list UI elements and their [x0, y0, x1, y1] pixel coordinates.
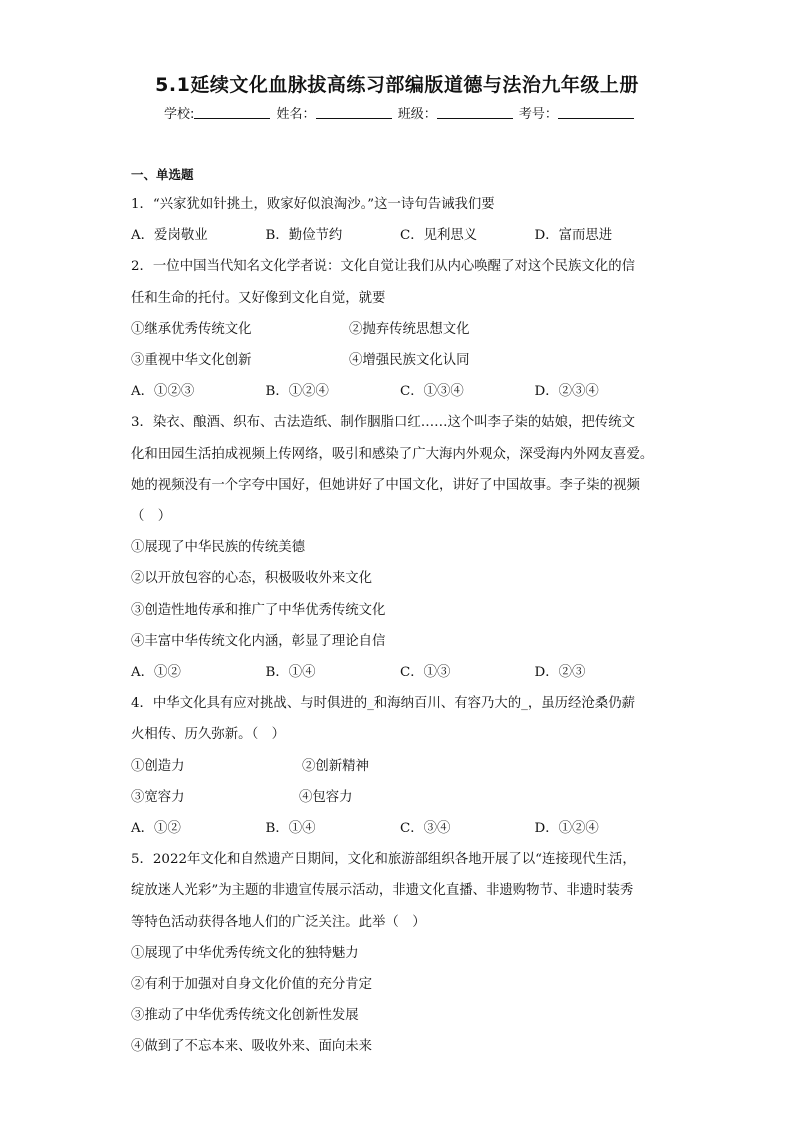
- choice-d: D．②③: [534, 665, 586, 681]
- choice-a: A．爱岗敬业: [131, 228, 208, 244]
- statement: ③推动了中华优秀传统文化创新性发展: [131, 1008, 359, 1024]
- question-3-choices: [131, 657, 669, 688]
- class-label: 班级：: [397, 107, 437, 122]
- choice-d: D．富而思进: [534, 228, 613, 244]
- page-title: 5.1延续文化血脉拔高练习部编版道德与法治九年级上册: [155, 74, 639, 96]
- choice-d: D．②③④: [534, 384, 599, 400]
- question-3-stem: 化和田园生活拍成视频上传网络，吸引和感染了广大海内外观众，深受海内外网友喜爱。: [131, 446, 654, 462]
- choice-b: B．①④: [265, 821, 316, 837]
- statement: ①继承优秀传统文化: [131, 321, 252, 337]
- statement: ③创造性地传承和推广了中华优秀传统文化: [131, 602, 386, 618]
- question-1-choices: [131, 220, 669, 251]
- statement: ②创新精神: [302, 758, 369, 774]
- statement: ②抛弃传统思想文化: [349, 321, 470, 337]
- choice-a: A．①②: [131, 821, 181, 837]
- choice-c: C．见利思义: [400, 228, 478, 244]
- school-blank: [194, 106, 270, 119]
- question-4-statements: [131, 751, 669, 782]
- question-5-stem: 等特色活动获得各地人们的广泛关注。此举（ ）: [131, 914, 426, 930]
- choice-b: B．勤俭节约: [265, 228, 343, 244]
- question-2-choices: [131, 376, 669, 407]
- question-4-stem: 火相传、历久弥新。（ ）: [131, 727, 285, 743]
- question-4-statements: [131, 782, 669, 813]
- statement: ④包容力: [299, 789, 353, 805]
- question-3-stem: （ ）: [131, 509, 172, 525]
- choice-b: B．①④: [265, 665, 316, 681]
- question-4-stem: 4．中华文化具有应对挑战、与时俱进的_和海纳百川、有容乃大的_，虽历经沧桑仍薪: [131, 696, 635, 712]
- choice-b: B．①②④: [265, 384, 329, 400]
- question-1-stem: 1．“兴家犹如针挑土，败家好似浪淘沙。”这一诗句告诫我们要: [131, 197, 495, 212]
- statement: ④丰富中华传统文化内涵，彰显了理论自信: [131, 633, 386, 649]
- exam-number-label: 考号：: [518, 107, 558, 122]
- question-2-statements: [131, 314, 669, 345]
- statement: ①创造力: [131, 758, 185, 774]
- statement: ②以开放包容的心态，积极吸收外来文化: [131, 571, 373, 587]
- statement: ④做到了不忘本来、吸收外来、面向未来: [131, 1039, 373, 1055]
- statement: ③宽容力: [131, 789, 185, 805]
- choice-d: D．①②④: [534, 821, 599, 837]
- choice-c: C．③④: [400, 821, 451, 837]
- statement: ①展现了中华优秀传统文化的独特魅力: [131, 945, 359, 961]
- choice-a: A．①②③: [131, 384, 195, 400]
- class-blank: [437, 106, 513, 119]
- statement: ②有利于加强对自身文化价值的充分肯定: [131, 977, 373, 993]
- school-label: 学校:: [164, 107, 195, 122]
- choice-c: C．①③: [400, 665, 451, 681]
- name-blank: [316, 106, 392, 119]
- statement: ④增强民族文化认同: [349, 353, 470, 369]
- question-5-stem: 5．2022年文化和自然遗产日期间，文化和旅游部组织各地开展了以“连接现代生活，: [131, 852, 636, 868]
- question-2-stem: 2．一位中国当代知名文化学者说：文化自觉让我们从内心唤醒了对这个民族文化的信: [131, 259, 635, 275]
- statement: ①展现了中华民族的传统美德: [131, 540, 306, 556]
- choice-a: A．①②: [131, 665, 181, 681]
- section-heading: 一、单选题: [131, 167, 194, 182]
- choice-c: C．①③④: [400, 384, 464, 400]
- name-label: 姓名：: [276, 107, 316, 122]
- question-content: [131, 163, 669, 1063]
- question-3-stem: 她的视频没有一个字夸中国好，但她讲好了中国文化，讲好了中国故事。李子柒的视频: [131, 477, 640, 493]
- question-2-statements: [131, 345, 669, 376]
- question-4-choices: [131, 813, 669, 844]
- statement: ③重视中华文化创新: [131, 353, 252, 369]
- question-2-stem: 任和生命的托付。又好像到文化自觉，就要: [131, 290, 386, 306]
- exam-number-blank: [558, 106, 634, 119]
- question-3-stem: 3．染衣、酿酒、织布、古法造纸、制作胭脂口红……这个叫李子柒的姑娘，把传统文: [131, 415, 635, 431]
- question-5-stem: 绽放迷人光彩”为主题的非遗宣传展示活动，非遗文化直播、非遗购物节、非遗时装秀: [131, 883, 634, 899]
- student-info-row: [164, 103, 636, 122]
